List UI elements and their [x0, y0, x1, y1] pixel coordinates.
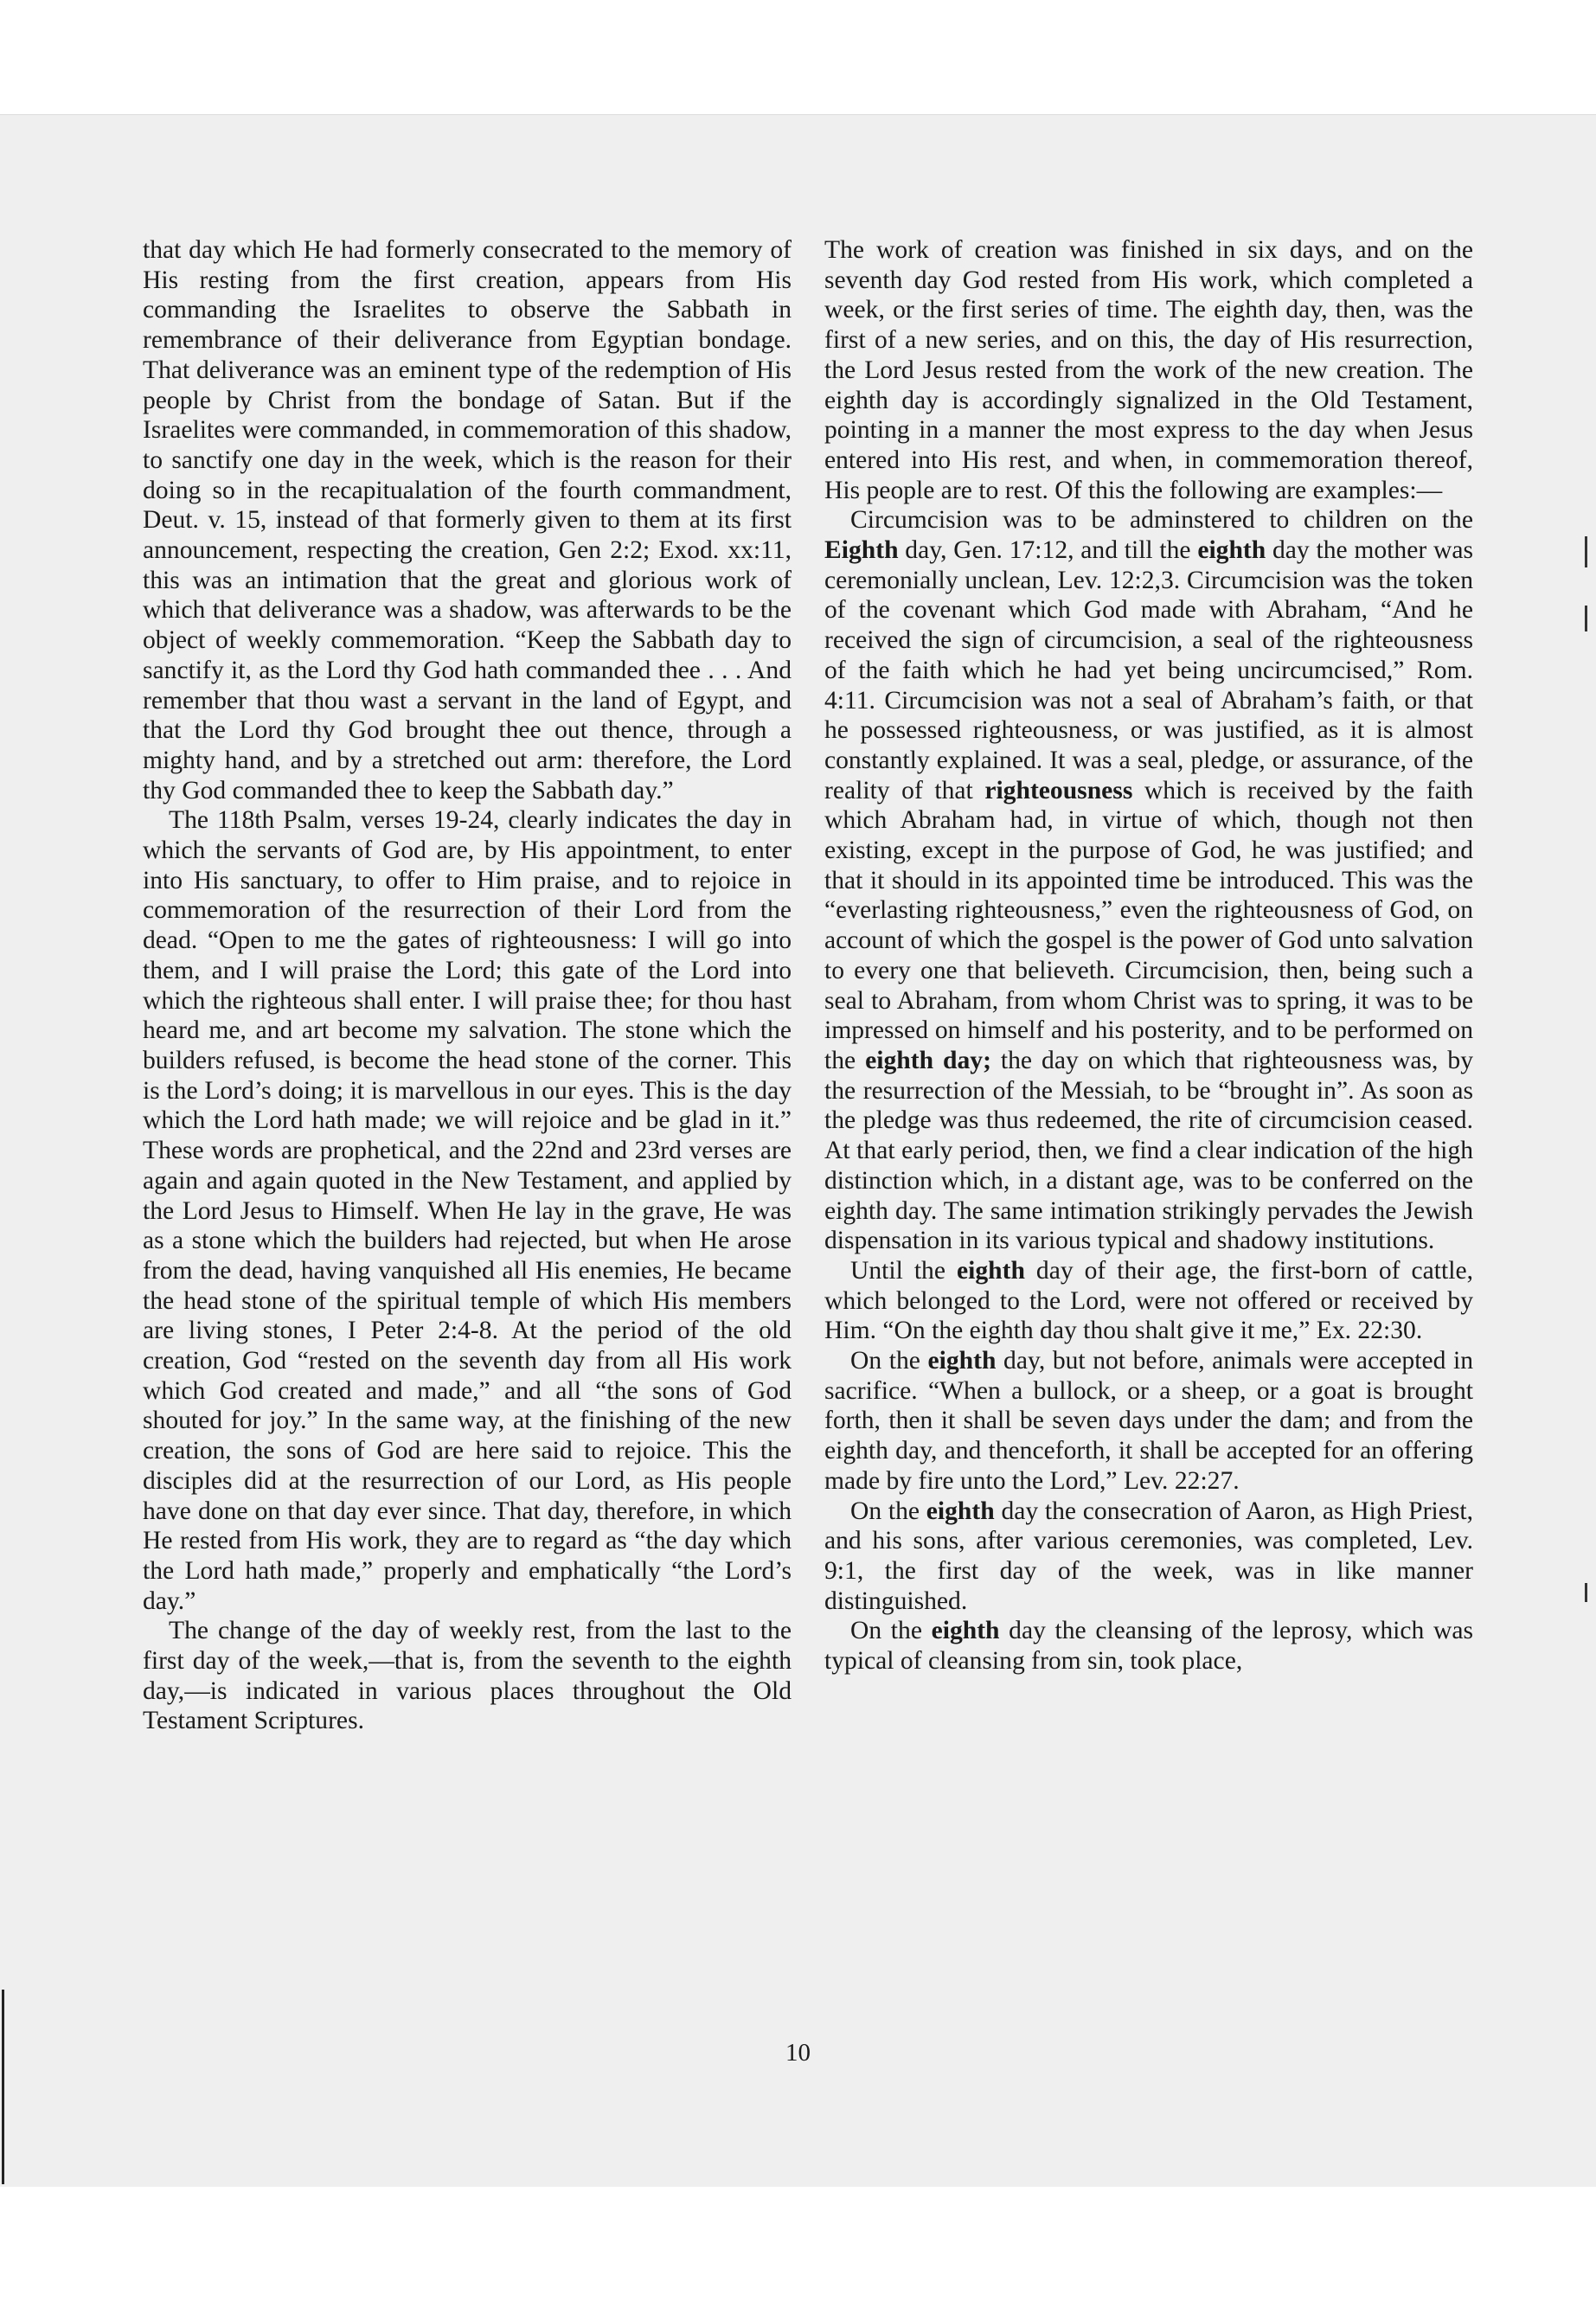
bold-term: eighth [956, 1256, 1025, 1285]
text-run: which is received by the faith which Abraham had, in virtue of which, though not then existing, except in the purpose of God, he was justified; and that it should in its appointed time be introduced. This was the “everlasting righteousness,” even the righteousness of God, on account of which the gospel is the power of God unto salvation to every one that believeth. Circumcision, then, being such a seal to Abraham, from whom Christ was to spring, it was to be impressed on himself and his posterity, and to be performed on the [824, 776, 1473, 1074]
bold-term: Eighth [824, 536, 899, 565]
text-run: day the cleansing of the leprosy, which was typical of cleansing from sin, took place, [824, 1617, 1473, 1676]
bold-term: eighth [926, 1497, 995, 1525]
bold-term: eighth [931, 1617, 1000, 1645]
text-run: the day on which that righteousness was, by the resurrection of the Messiah, to be “brought in”. As soon as the pledge was thus redeemed, the rite of circumcision ceased. At that early period, then, we find a clear indication of the high distinction which, in a distant age, was to be conferred on the eighth day. The same intimation strikingly pervades the Jewish dispensation in its various typical and shadowy institutions. [824, 1046, 1473, 1255]
text-run: day, but not before, animals were accepted in sacrifice. “When a bullock, or a sheep, or a goat is brought forth, then it shall be seven days under the dam; and from the eighth day, and thenceforth, it shall be accepted for an offering made by fire unto the Lord,” Lev. 22:27. [824, 1347, 1473, 1495]
left-paragraph-2: The 118th Psalm, verses 19-24, clearly indicates the day in which the servants of God are, by His appointment, to enter into His sanctuary, to offer to Him praise, and to rejoice in commemoration of the resurrection of their Lord from the dead. “Open to me the gates of righteousness: I will go into them, and I will praise the Lord; this gate of the Lord into which the righteous shall enter. I will praise thee; for thou hast heard me, and art become my salvation. The stone which the builders refused, is become the head stone of the corner. This is the Lord’s doing; it is marvellous in our eyes. This is the day which the Lord hath made; we will rejoice and be glad in it.” These words are prophetical, and the 22nd and 23rd verses are again and again quoted in the New Testament, and applied by the Lord Jesus to Himself. When He lay in the grave, He was as a stone which the builders had rejected, but when He arose from the dead, having vanquished all His enemies, He became the head stone of the spiritual temple of which His members are living stones, I Peter 2:4-8. At the period of the old creation, God “rested on the seventh day from all His work which God created and made,” and all “the sons of God shouted for joy.” In the same way, at the finishing of the new creation, the sons of God are here said to rejoice. This the disciples did at the resurrection of our Lord, as His people have done on that day ever since. That day, therefore, in which He rested from His work, they are to regard as “the day which the Lord hath made,” properly and emphatically “the Lord’s day.” [143, 806, 792, 1615]
right-column [824, 235, 1473, 1676]
text-run: On the [850, 1617, 932, 1645]
margin-mark-top [1585, 536, 1587, 567]
left-paragraph-3: The change of the day of weekly rest, from the last to the first day of the week,—that is, from the seventh to the eighth day,—is indicated in various places throughout the Old Testament Scriptures. [143, 1617, 792, 1735]
text-run: On the [850, 1497, 926, 1525]
right-paragraph-4 [824, 1346, 1473, 1497]
right-paragraph-5 [824, 1497, 1473, 1617]
text-run: day the mother was ceremonially unclean, Lev. 12:2,3. Circumcision was the token of the covenant which God made with Abraham, “And he received the sign of circumcision, a seal of the righteousness of the faith which he had yet being uncircumcised,” Rom. 4:11. Circumcision was not a seal of Abraham’s faith, or that he possessed righteousness, or was justified, as it is almost constantly explained. It was a seal, pledge, or assurance, of the reality of that [824, 536, 1474, 804]
right-paragraph-1: The work of creation was finished in six days, and on the seventh day God rested from His work, which completed a week, or the first series of time. The eighth day, then, was the first of a new series, and on this, the day of His resurrection, the Lord Jesus rested from the work of the new creation. The eighth day is accordingly signalized in the Old Testament, pointing in a manner the most express to the day when Jesus entered into His rest, and when, in commemoration thereof, His people are to rest. Of this the following are examples:— [824, 236, 1473, 504]
bold-term: eighth [927, 1347, 997, 1375]
right-paragraph-3 [824, 1256, 1473, 1346]
text-run: On the [850, 1347, 928, 1375]
left-paragraph-1: that day which He had formerly consecrated to the memory of His resting from the first creation, appears from His commanding the Israelites to observe the Sabbath in remembrance of their deliverance from Egyptian bondage. That deliverance was an eminent type of the redemption of His people by Christ from the bondage of Satan. But if the Israelites were commanded, in commemoration of this shadow, to sanctify one day in the week, which is the reason for their doing so in the recapitualation of the fourth commandment, Deut. v. 15, instead of that formerly given to them at its first announcement, respecting the creation, Gen 2:2; Exod. xx:11, this was an intimation that the great and glorious work of which that deliverance was a shadow, was afterwards to be the object of weekly commemoration. “Keep the Sabbath day to sanctify it, as the Lord thy God hath commanded thee . . . And remember that thou wast a servant in the land of Egypt, and that the Lord thy God brought thee out thence, through a mighty hand, and by a stretched out arm: therefore, the Lord thy God commanded thee to keep the Sabbath day.” [143, 236, 792, 804]
text-run: day the consecration of Aaron, as High Priest, and his sons, after various ceremonies, was completed, Lev. 9:1, the first day of the week, was in like manner distinguished. [824, 1497, 1473, 1615]
bold-term: eighth day; [865, 1046, 991, 1074]
bold-term: righteousness [984, 776, 1133, 804]
text-run: Circumcision was to be adminstered to children on the [850, 506, 1473, 535]
text-run: day, Gen. 17:12, and till the [898, 536, 1198, 565]
scan-edge-mark [2, 1990, 4, 2184]
margin-mark-mid [1585, 606, 1587, 631]
page-number: 10 [785, 2039, 811, 2067]
left-column [143, 235, 792, 1736]
text-run: day of their age, the first-born of cattle, which belonged to the Lord, were not offered or received by Him. “On the eighth day thou shalt give it me,” Ex. 22:30. [824, 1256, 1473, 1345]
bold-term: eighth [1197, 536, 1266, 565]
margin-mark-low [1585, 1583, 1587, 1602]
text-run: Until the [850, 1256, 957, 1285]
right-paragraph-6 [824, 1616, 1473, 1676]
right-paragraph-2 [824, 505, 1473, 1256]
